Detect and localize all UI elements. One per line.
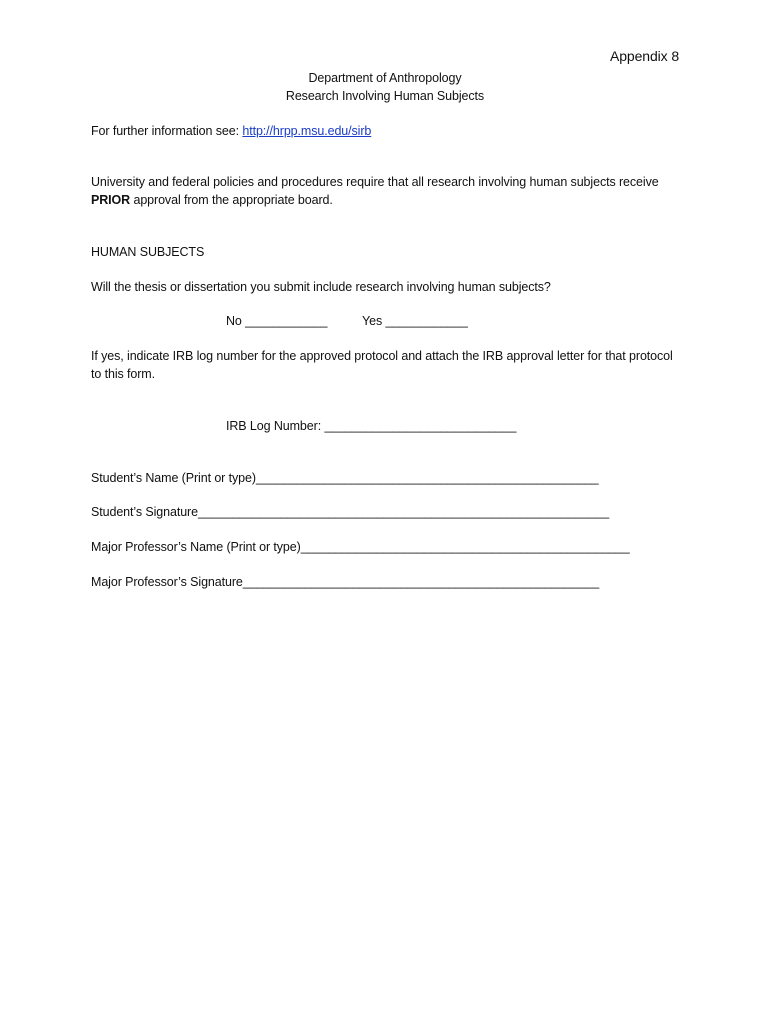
appendix-label: Appendix 8 — [610, 48, 680, 64]
professor-signature-field[interactable]: Major Professor’s Signature____________________________________________________ — [91, 575, 600, 589]
policy-text-start: University and federal policies and procedures require that all research involving human subjects receive — [91, 175, 659, 189]
human-subjects-heading: HUMAN SUBJECTS — [91, 245, 205, 259]
document-subtitle: Research Involving Human Subjects — [285, 89, 485, 103]
department-title: Department of Anthropology — [308, 71, 462, 85]
irb-log-number-field[interactable]: IRB Log Number: ____________________________ — [226, 419, 517, 433]
further-info-line — [91, 123, 371, 140]
sirb-link[interactable]: http://hrpp.msu.edu/sirb — [242, 124, 372, 138]
policy-paragraph — [91, 174, 691, 209]
yes-answer-field[interactable]: Yes ____________ — [362, 314, 468, 328]
policy-text-end: approval from the appropriate board. — [130, 192, 333, 207]
no-answer-field[interactable]: No ____________ — [226, 314, 328, 328]
further-info-prefix: For further information see: — [91, 124, 243, 138]
irb-instructions: If yes, indicate IRB log number for the approved protocol and attach the IRB approval letter for that protocol to this form. — [91, 349, 673, 381]
student-signature-field[interactable]: Student’s Signature____________________________________________________________ — [91, 505, 610, 519]
human-subjects-question: Will the thesis or dissertation you submit include research involving human subjects? — [91, 280, 551, 294]
professor-name-field[interactable]: Major Professor’s Name (Print or type)________________________________________________ — [91, 540, 630, 554]
student-name-field[interactable]: Student’s Name (Print or type)__________________________________________________ — [91, 471, 599, 485]
prior-emphasis: PRIOR — [91, 192, 131, 207]
